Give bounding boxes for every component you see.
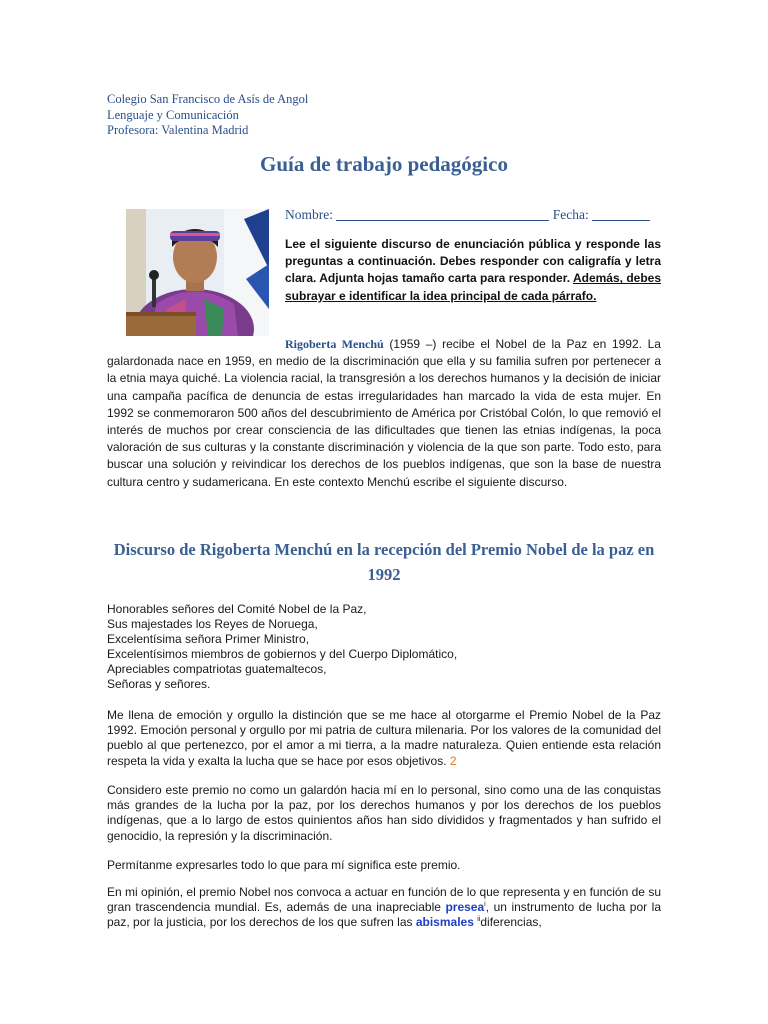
paragraph-text: , un instrumento de lucha por la paz, por la justicia, por los derechos de los que sufren las bbox=[107, 900, 661, 930]
intro-paragraph bbox=[107, 336, 661, 491]
speech-paragraph-2: Considero este premio no como un galardón hacia mí en lo personal, sino como una de las conquistas más grandes de la lucha por la paz, por los derechos humanos y por los derechos de los pueblos indígenas, que a lo largo de estos quinientos años han sido divididos y fragmentados y han sufrido el genocidio, la represión y la discriminación. bbox=[107, 783, 661, 843]
subject-name: Lenguaje y Comunicación bbox=[107, 107, 239, 122]
salutation-line: Excelentísimos miembros de gobiernos y del Cuerpo Diplomático, bbox=[107, 647, 458, 661]
salutation-line: Sus majestades los Reyes de Noruega, bbox=[107, 617, 318, 631]
footnote-marker: ii bbox=[477, 916, 481, 924]
keyword-presea: presea bbox=[445, 900, 485, 915]
document-header bbox=[107, 92, 308, 139]
intro-subject-name: Rigoberta Menchú bbox=[285, 337, 384, 351]
paragraph-number: 2 bbox=[449, 753, 457, 768]
salutation-line: Excelentísima señora Primer Ministro, bbox=[107, 632, 310, 646]
date-label: Fecha: bbox=[552, 207, 589, 222]
portrait-illustration bbox=[126, 209, 269, 336]
paragraph-text: En mi opinión, el premio Nobel nos convoca a actuar en función de lo que representa y en función de su gran trascendencia mundial. Es, además de una inapreciable bbox=[107, 885, 661, 915]
instructions-paragraph bbox=[285, 236, 661, 305]
portrait-photo bbox=[126, 209, 269, 336]
speech-paragraph-3: Permítanme expresarles todo lo que para mí significa este premio. bbox=[107, 858, 461, 872]
instructions-underlined: Además, debes subrayar e identificar la idea principal de cada párrafo. bbox=[285, 271, 661, 303]
salutation-block bbox=[107, 602, 661, 692]
instructions-text: Lee el siguiente discurso de enunciación pública y responde las preguntas a continuación. Debes responder con caligrafía y letra clara. Adjunta hojas tamaño carta para responder. bbox=[285, 237, 661, 286]
date-field[interactable] bbox=[592, 208, 650, 221]
keyword-abismales: abismales bbox=[415, 915, 474, 930]
paragraph-text: diferencias, bbox=[480, 915, 542, 930]
intro-text: (1959 –) recibe el Nobel de la Paz en 1992. La galardonada nace en 1959, en medio de la discriminación que ella y su familia sufren por pertenecer a la etnia maya quiché. La violencia racial, la transgresión a los derechos humanos y la decisión de iniciar una campaña pacífica de denuncia de estas irregularidades han marcado la vida de esta mujer. En 1992 se conmemoraron 500 años del descubrimiento de América por Cristóbal Colón, lo que removió el interés de muchos por crear consciencia de las dificultades que tienen las etnias indígenas, la poca valoración de sus culturas y la constante discriminación y violencia de la que son parte. Todo esto, para buscar una solución y reivindicar los derechos de los pueblos indígenas, que son la base de nuestra cultura centro y sudamericana. En este contexto Menchú escribe el siguiente discurso. bbox=[107, 337, 661, 489]
salutation-line: Señoras y señores. bbox=[107, 677, 211, 691]
name-label: Nombre: bbox=[285, 207, 333, 222]
speech-title: Discurso de Rigoberta Menchú en la recepción del Premio Nobel de la paz en 1992 bbox=[113, 540, 655, 584]
page-title: Guía de trabajo pedagógico bbox=[260, 152, 508, 176]
footnote-marker: i bbox=[484, 901, 486, 909]
paragraph-text: Me llena de emoción y orgullo la distinción que se me hace al otorgarme el Premio Nobel de la Paz 1992. Emoción personal y orgullo por mi patria de cultura milenaria. Por los valores de la comunidad del pueblo al que pertenezco, por el amor a mi tierra, a la madre naturaleza. Quien entiende esta relación respeta la vida y exalta la lucha que se hace por esos objetivos. bbox=[107, 708, 661, 768]
name-field[interactable] bbox=[336, 208, 549, 221]
salutation-line: Apreciables compatriotas guatemaltecos, bbox=[107, 662, 327, 676]
salutation-line: Honorables señores del Comité Nobel de la Paz, bbox=[107, 602, 367, 616]
speech-paragraph-1 bbox=[107, 708, 661, 769]
name-date-line bbox=[285, 207, 650, 223]
teacher-name: Profesora: Valentina Madrid bbox=[107, 123, 249, 137]
school-name: Colegio San Francisco de Asís de Angol bbox=[107, 92, 309, 106]
speech-paragraph-4 bbox=[107, 885, 661, 931]
